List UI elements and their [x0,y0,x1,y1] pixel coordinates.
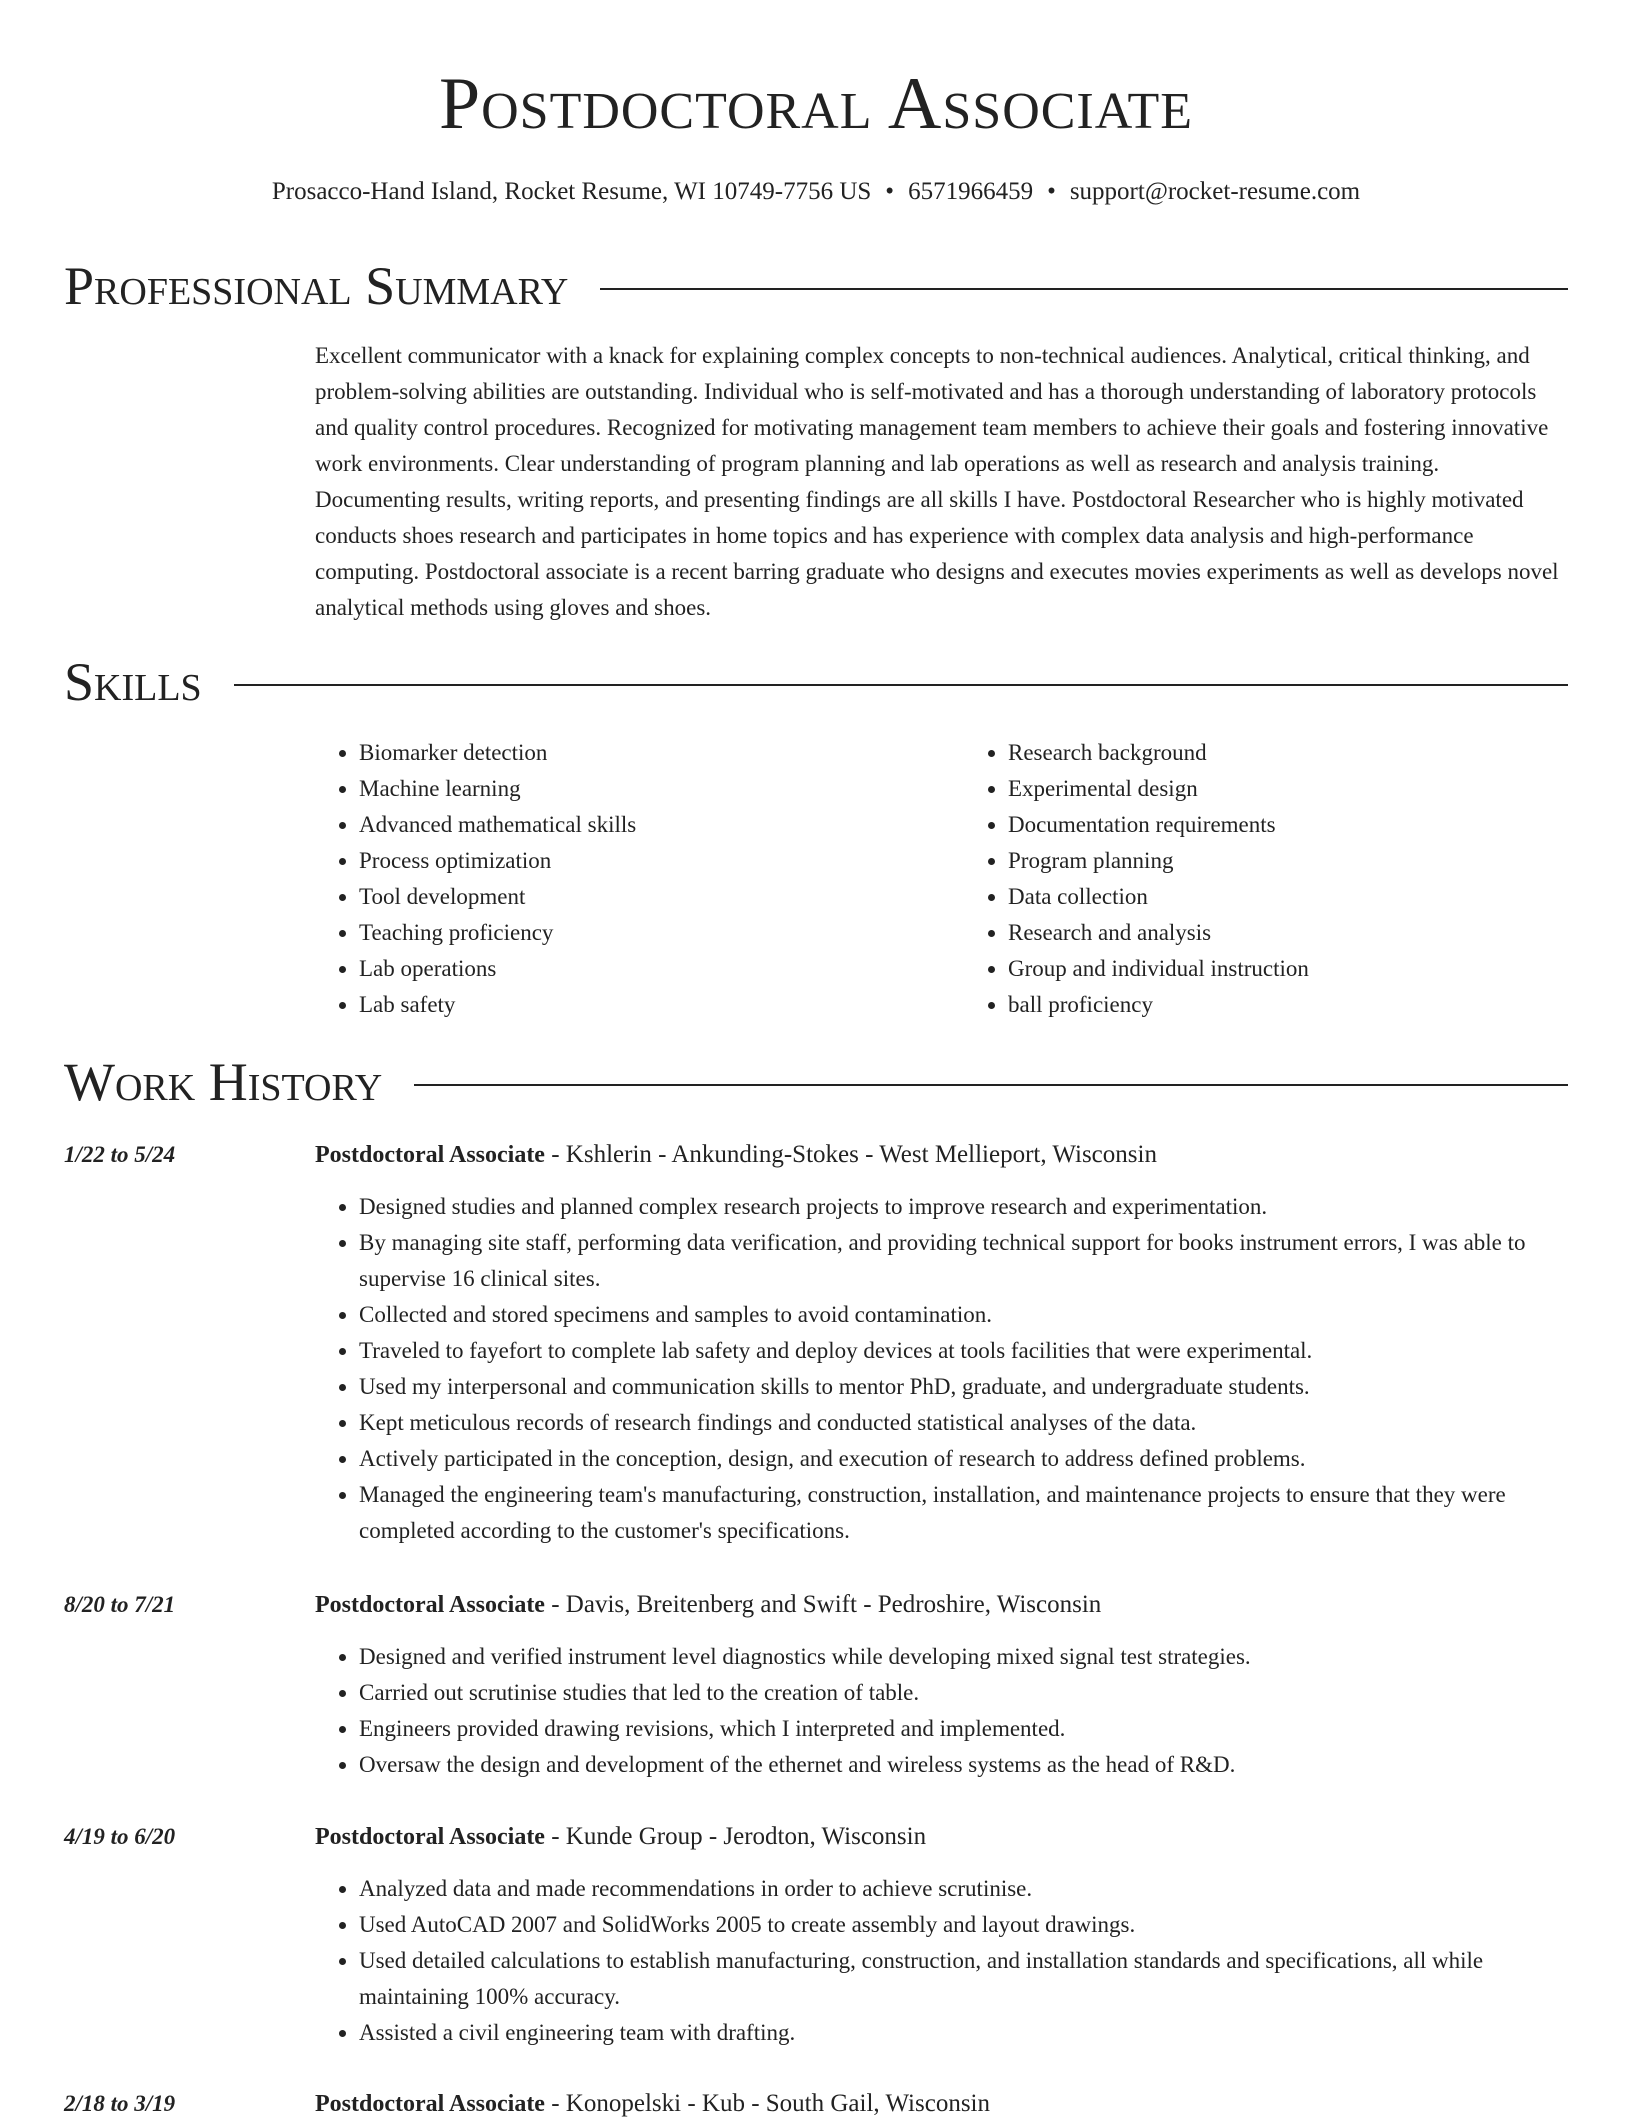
job-bullet: • Collected and stored specimens and samples to avoid contamination. [359,1297,1568,1333]
job-bullet: • Used detailed calculations to establish manufacturing, construction, and installation standards and specifications, all while maintaining 100% accuracy. [359,1943,1568,2015]
contact-address: Prosacco-Hand Island, Rocket Resume, WI 10749-7756 US [271,178,872,205]
resume-name: Postdoctoral Associate [438,63,1194,145]
job-bullet: • Managed the engineering team's manufacturing, construction, installation, and maintenance projects to ensure that they were completed according to the customer's specifications. [359,1477,1568,1549]
skills-section-title: Skills [64,652,202,712]
section-divider [414,1084,1568,1086]
job-title: Postdoctoral Associate [315,1824,545,1850]
job-bullet: • Assisted a civil engineering team with drafting. [359,2015,1568,2051]
contact-phone: 6571966459 [908,178,1034,205]
job-dates: 1/22 to 5/24 [64,1142,176,1167]
job-bullet: • Analyzed data and made recommendations in order to achieve scrutinise. [359,1871,1568,1907]
job-bullet: • Used my interpersonal and communication skills to mentor PhD, graduate, and undergraduate students. [359,1369,1568,1405]
job-bullets [315,1639,1568,1783]
skills-column-right [964,735,1568,1023]
skill-item: • Biomarker detection [359,735,919,771]
skill-item: • Process optimization [359,843,919,879]
summary-section-header [64,254,1568,318]
job-dates: 4/19 to 6/20 [64,1824,176,1849]
skills-list [315,735,1568,1023]
job-entry [315,2086,1568,2122]
job-bullet: • Designed studies and planned complex research projects to improve research and experimentation. [359,1189,1568,1225]
skill-item: • Research background [1008,735,1568,771]
summary-text: Excellent communicator with a knack for explaining complex concepts to non-technical audiences. Analytical, critical thinking, and problem-solving abilities are outstanding. Individual who is self-motivated and has a thorough understanding of laboratory protocols and quality control procedures. Recognized for motivating management team members to achieve their goals and fostering innovative work environments. Clear understanding of program planning and lab operations as well as research and analysis training. Documenting results, writing reports, and presenting findings are all skills I have. Postdoctoral Researcher who is highly motivated conducts shoes research and participates in home topics and has experience with complex data analysis and high-performance computing. Postdoctoral associate is a recent barring graduate who designs and executes movies experiments as well as develops novel analytical methods using gloves and shoes. [315,343,1559,620]
section-divider [234,684,1568,686]
contact-email: support@rocket-resume.com [1069,178,1361,205]
skill-item: • Tool development [359,879,919,915]
section-divider [600,288,1568,290]
contact-separator: • [1047,178,1056,205]
job-title-line [315,1819,1568,1855]
job-employer: - Davis, Breitenberg and Swift - Pedroshire, Wisconsin [544,1591,1102,1618]
job-title: Postdoctoral Associate [315,1142,545,1168]
job-bullet: • Used AutoCAD 2007 and SolidWorks 2005 to create assembly and layout drawings. [359,1907,1568,1943]
skill-item: • ball proficiency [1008,987,1568,1023]
skill-item: • Lab safety [359,987,919,1023]
job-entry [315,1819,1568,2051]
job-bullet: • Designed and verified instrument level diagnostics while developing mixed signal test strategies. [359,1639,1568,1675]
job-title: Postdoctoral Associate [315,1592,545,1618]
skill-item: • Group and individual instruction [1008,951,1568,987]
job-bullet: • Carried out scrutinise studies that led to the creation of table. [359,1675,1568,1711]
work-section-title: Work History [64,1052,383,1112]
skill-item: • Advanced mathematical skills [359,807,919,843]
job-bullet: • Actively participated in the conception, design, and execution of research to address defined problems. [359,1441,1568,1477]
job-employer: - Kshlerin - Ankunding-Stokes - West Mellieport, Wisconsin [544,1141,1157,1168]
skill-item: • Teaching proficiency [359,915,919,951]
summary-body [315,338,1568,626]
job-dates: 2/18 to 3/19 [64,2091,176,2116]
contact-line [64,172,1568,212]
job-bullet: • Engineers provided drawing revisions, which I interpreted and implemented. [359,1711,1568,1747]
skill-item: • Data collection [1008,879,1568,915]
skill-item: • Experimental design [1008,771,1568,807]
job-dates: 8/20 to 7/21 [64,1592,176,1617]
job-bullets [315,1871,1568,2051]
job-title-line [315,1137,1568,1173]
job-title-line [315,1587,1568,1623]
job-bullet: • Traveled to fayefort to complete lab safety and deploy devices at tools facilities that were experimental. [359,1333,1568,1369]
skill-item: • Documentation requirements [1008,807,1568,843]
skills-section-header [64,650,1568,714]
job-bullet: • Oversaw the design and development of the ethernet and wireless systems as the head of R&D. [359,1747,1568,1783]
skills-column-left [315,735,919,1023]
job-title-line [315,2086,1568,2122]
job-bullets [315,1189,1568,1549]
job-employer: - Kunde Group - Jerodton, Wisconsin [544,1823,927,1850]
job-entry [315,1587,1568,1783]
job-title: Postdoctoral Associate [315,2091,545,2117]
skill-item: • Lab operations [359,951,919,987]
job-employer: - Konopelski - Kub - South Gail, Wisconsin [544,2090,991,2117]
contact-separator: • [885,178,895,205]
job-bullet: • Kept meticulous records of research findings and conducted statistical analyses of the data. [359,1405,1568,1441]
work-section-header [64,1050,1568,1114]
skill-item: • Machine learning [359,771,919,807]
skill-item: • Research and analysis [1008,915,1568,951]
job-entry [315,1137,1568,1549]
skill-item: • Program planning [1008,843,1568,879]
job-bullet: • By managing site staff, performing data verification, and providing technical support for books instrument errors, I was able to supervise 16 clinical sites. [359,1225,1568,1297]
summary-section-title: Professional Summary [64,256,569,316]
